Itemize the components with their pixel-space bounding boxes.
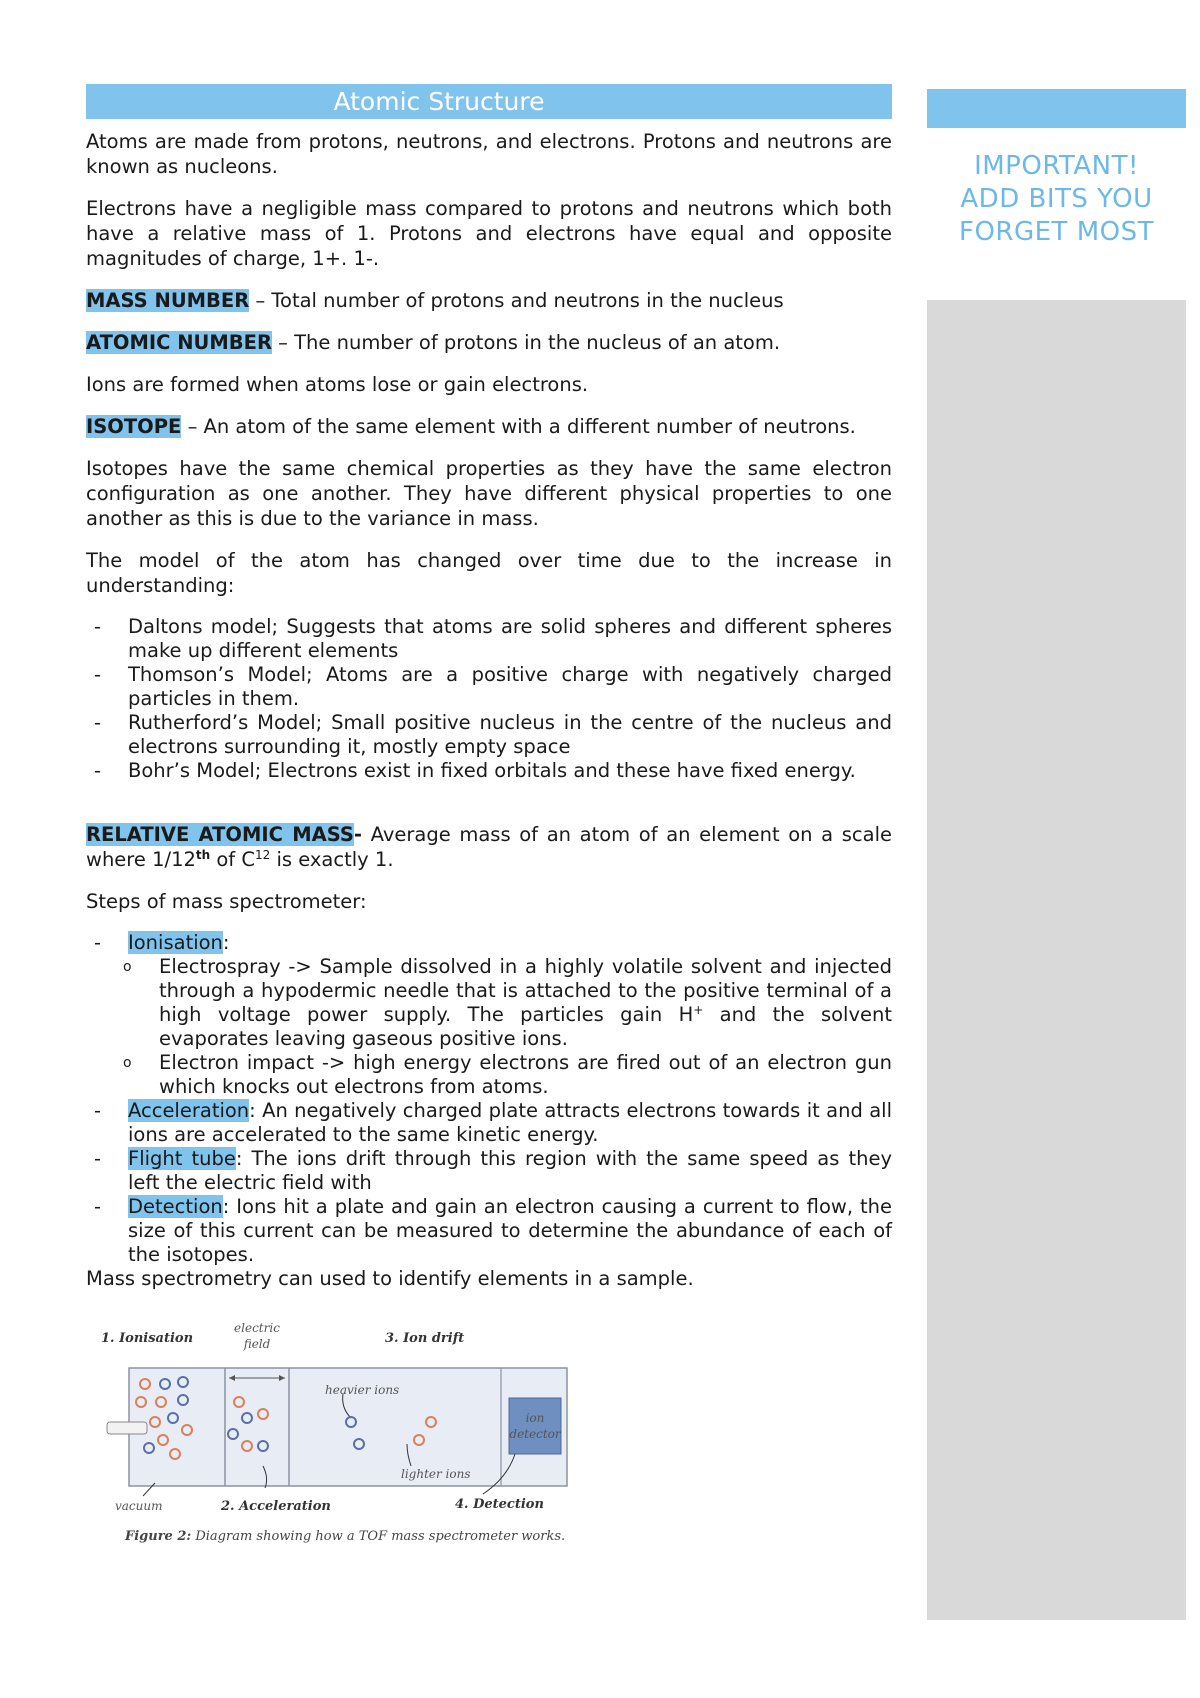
ram-th: th bbox=[195, 848, 211, 862]
label-ion-drift: 3. Ion drift bbox=[385, 1331, 465, 1346]
ionisation-colon: : bbox=[222, 931, 230, 954]
electrospray-text-a: Electrospray -> Sample dissolved in a highly volatile solvent and injected through a hypodermic needle that is attached to the positive terminal of a high voltage power supply. The particles gain H bbox=[159, 955, 892, 1026]
page-title: Atomic Structure bbox=[86, 84, 892, 119]
intro-paragraph: Atoms are made from protons, neutrons, and electrons. Protons and neutrons are known as nucleons. bbox=[86, 130, 892, 178]
conclusion-paragraph: Mass spectrometry can used to identify elements in a sample. bbox=[86, 1267, 694, 1290]
atomic-number-text: – The number of protons in the nucleus of an atom. bbox=[271, 331, 781, 354]
isotope-text: – An atom of the same element with a different number of neutrons. bbox=[181, 415, 856, 438]
flight-tube-text: : The ions drift through this region with the same speed as they left the electric field with bbox=[128, 1147, 892, 1194]
label-acceleration: 2. Acceleration bbox=[221, 1499, 331, 1514]
mass-spectrometer-diagram bbox=[95, 1318, 575, 1558]
mass-number-term: MASS NUMBER bbox=[86, 289, 250, 312]
list-item bbox=[86, 955, 892, 1051]
label-electric-field: field bbox=[243, 1337, 271, 1351]
main-column bbox=[86, 84, 892, 1308]
electrospray-text-b: and the solvent evaporates leaving gaseous positive ions. bbox=[159, 1003, 892, 1050]
spectrometer-steps-list bbox=[86, 931, 892, 1267]
flight-tube-term: Flight tube bbox=[128, 1147, 236, 1170]
mass-number-text: – Total number of protons and neutrons in the nucleus bbox=[249, 289, 784, 312]
label-lighter-ions: lighter ions bbox=[401, 1467, 471, 1481]
detection-term: Detection bbox=[128, 1195, 223, 1218]
detector-label-line: detector bbox=[509, 1427, 561, 1441]
sidebar-header-bar bbox=[927, 89, 1186, 128]
detection-text: : Ions hit a plate and gain an electron causing a current to flow, the size of this current can be measured to determine the abundance of each of the isotopes. bbox=[128, 1195, 892, 1266]
ionisation-term: Ionisation bbox=[128, 931, 223, 954]
steps-intro: Steps of mass spectrometer: bbox=[86, 890, 367, 913]
isotope-definition bbox=[86, 414, 892, 439]
list-item: - Thomson’s Model; Atoms are a positive charge with negatively charged particles in them. bbox=[86, 663, 892, 711]
ram-text-a: Average mass of an atom of an element on a scale where 1/12 bbox=[86, 823, 892, 871]
atom-models-list bbox=[86, 615, 892, 783]
model-intro: The model of the atom has changed over time due to the increase in understanding: bbox=[86, 549, 892, 597]
list-item bbox=[86, 1195, 892, 1267]
caption-text: Diagram showing how a TOF mass spectrometer works. bbox=[191, 1529, 566, 1544]
atomic-number-definition bbox=[86, 330, 892, 355]
ram-text-b: of C bbox=[210, 848, 255, 871]
caption-label: Figure 2: bbox=[125, 1529, 192, 1544]
list-item: - Bohr’s Model; Electrons exist in fixed orbitals and these have fixed energy. bbox=[86, 759, 892, 783]
sample-needle bbox=[107, 1422, 147, 1434]
ram-term: RELATIVE ATOMIC MASS bbox=[86, 823, 354, 846]
acceleration-term: Acceleration bbox=[128, 1099, 250, 1122]
mass-paragraph: Electrons have a negligible mass compared to protons and neutrons which both have a relative mass of 1. Protons and electrons have equal and opposite magnitudes of charge, 1+. 1-. bbox=[86, 197, 892, 270]
detector-label-line: ion bbox=[525, 1411, 545, 1425]
electrospray-plus: + bbox=[693, 1003, 704, 1017]
sidebar-note bbox=[927, 150, 1186, 249]
ions-paragraph: Ions are formed when atoms lose or gain electrons. bbox=[86, 373, 589, 396]
list-item: - Daltons model; Suggests that atoms are solid spheres and different spheres make up different elements bbox=[86, 615, 892, 663]
label-vacuum: vacuum bbox=[115, 1499, 163, 1513]
acceleration-text: : An negatively charged plate attracts electrons towards it and all ions are accelerated to the same kinetic energy. bbox=[128, 1099, 892, 1146]
isotopes-paragraph: Isotopes have the same chemical properties as they have the same electron configuration as one another. They have different physical properties to one another as this is due to the variance in mass. bbox=[86, 457, 892, 530]
label-detection: 4. Detection bbox=[455, 1497, 544, 1512]
sidebar-notes-panel bbox=[927, 300, 1186, 1620]
label-ionisation: 1. Ionisation bbox=[101, 1331, 194, 1346]
ram-dash: - bbox=[353, 823, 362, 846]
mass-number-definition bbox=[86, 288, 892, 313]
ram-text-c: is exactly 1. bbox=[270, 848, 394, 871]
list-item bbox=[86, 931, 892, 1099]
list-item: - Rutherford’s Model; Small positive nucleus in the centre of the nucleus and electrons surrounding it, mostly empty space bbox=[86, 711, 892, 759]
list-item bbox=[86, 1099, 892, 1147]
sidebar-note-line: IMPORTANT! bbox=[974, 151, 1139, 181]
sidebar bbox=[927, 89, 1186, 249]
relative-atomic-mass-definition bbox=[86, 822, 892, 872]
atomic-number-term: ATOMIC NUMBER bbox=[86, 331, 272, 354]
label-heavier-ions: heavier ions bbox=[325, 1383, 400, 1397]
label-electric-field: electric bbox=[234, 1321, 280, 1335]
sidebar-note-line: FORGET MOST bbox=[959, 217, 1154, 247]
ionisation-methods-list bbox=[86, 955, 892, 1099]
ion-detector bbox=[509, 1398, 561, 1454]
sidebar-note-line: ADD BITS YOU bbox=[960, 184, 1153, 214]
figure-caption bbox=[124, 1529, 565, 1544]
list-item: o Electron impact -> high energy electrons are fired out of an electron gun which knocks out electrons from atoms. bbox=[86, 1051, 892, 1099]
ram-12: 12 bbox=[254, 848, 271, 862]
isotope-term: ISOTOPE bbox=[86, 415, 182, 438]
list-item bbox=[86, 1147, 892, 1195]
